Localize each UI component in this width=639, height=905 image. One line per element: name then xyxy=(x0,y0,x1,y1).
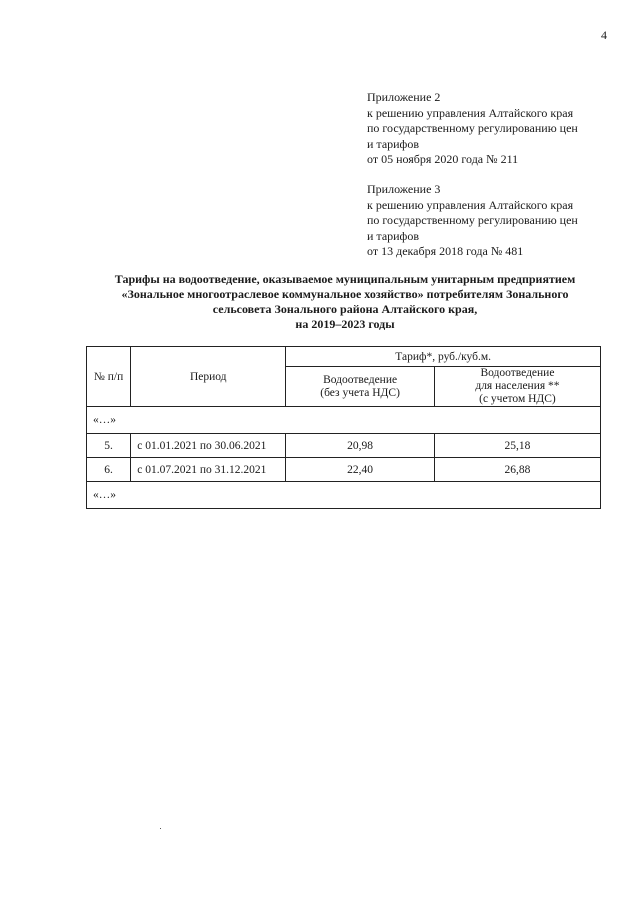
appendix-3-line: к решению управления Алтайского края xyxy=(367,197,574,212)
scan-speck xyxy=(160,828,161,829)
continuation-mark-bottom: «…» xyxy=(87,482,601,509)
title-line: сельсовета Зонального района Алтайского края, xyxy=(212,302,478,316)
row-period: с 01.07.2021 по 31.12.2021 xyxy=(131,458,286,482)
appendix-3-line: по государственному регулированию цен xyxy=(367,213,578,227)
appendix-3-line: от 13 декабря 2018 года № 481 xyxy=(367,244,524,258)
title-line: Тарифы на водоотведение, оказываемое муниципальным унитарным предприятием xyxy=(114,272,576,286)
header-line: Водоотведение xyxy=(323,373,398,386)
table-row xyxy=(87,458,601,482)
document-title xyxy=(60,272,630,332)
header-num: № п/п xyxy=(87,347,131,407)
title-line: на 2019–2023 годы xyxy=(295,317,395,331)
header-period: Период xyxy=(131,347,286,407)
row-tariff-without-vat: 20,98 xyxy=(286,434,435,458)
header-line: (без учета НДС) xyxy=(320,386,400,399)
appendix-2-line: по государственному регулированию цен xyxy=(367,121,578,135)
page-number: 4 xyxy=(601,28,607,42)
continuation-mark-top: «…» xyxy=(87,407,601,434)
appendix-2-line: к решению управления Алтайского края xyxy=(367,105,574,120)
row-tariff-without-vat: 22,40 xyxy=(286,458,435,482)
tariff-table xyxy=(86,346,601,509)
row-period: с 01.01.2021 по 30.06.2021 xyxy=(131,434,286,458)
appendix-2-line: от 05 ноября 2020 года № 211 xyxy=(367,152,519,166)
header-line: для населения ** xyxy=(475,380,560,392)
title-line: «Зональное многоотраслевое коммунальное хозяйство» потребителям Зонального xyxy=(121,287,569,301)
header-tariff-without-vat xyxy=(286,367,435,407)
appendix-2-header xyxy=(367,90,578,168)
row-num: 6. xyxy=(87,458,131,482)
appendix-3-line: Приложение 3 xyxy=(367,182,441,196)
header-tariff-population xyxy=(434,367,600,407)
row-tariff-population: 26,88 xyxy=(434,458,600,482)
appendix-2-line: и тарифов xyxy=(367,136,420,151)
header-line: (с учетом НДС) xyxy=(479,393,556,405)
appendix-3-header xyxy=(367,182,578,260)
table-row xyxy=(87,434,601,458)
appendix-2-line: Приложение 2 xyxy=(367,90,441,104)
row-tariff-population: 25,18 xyxy=(434,434,600,458)
row-num: 5. xyxy=(87,434,131,458)
header-line: Водоотведение xyxy=(480,367,555,379)
header-tariff-group: Тариф*, руб./куб.м. xyxy=(286,347,601,367)
appendix-3-line: и тарифов xyxy=(367,228,420,243)
